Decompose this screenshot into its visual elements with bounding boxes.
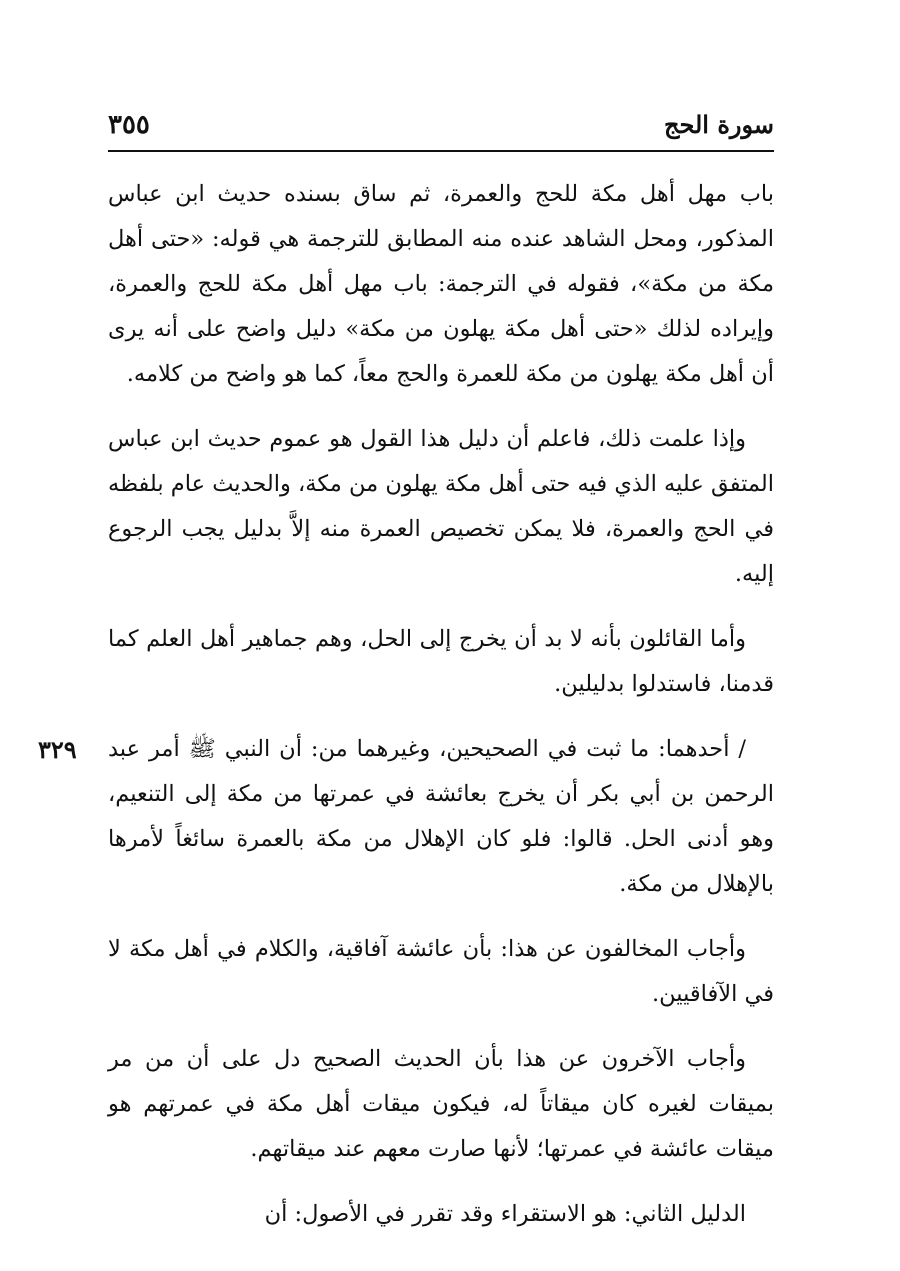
- paragraph: وإذا علمت ذلك، فاعلم أن دليل هذا القول هو عموم حديث ابن عباس المتفق عليه الذي فيه حتى أهل مكة يهلون من مكة، والحديث عام بلفظه في الحج والعمرة، فلا يمكن تخصيص العمرة منه إلاَّ بدليل يجب الرجوع إليه.: [108, 426, 774, 587]
- paragraph: وأما القائلون بأنه لا بد أن يخرج إلى الحل، وهم جماهير أهل العلم كما قدمنا، فاستدلوا بدليلين.: [108, 626, 774, 697]
- paragraph: وأجاب الآخرون عن هذا بأن الحديث الصحيح دل على أن من مر بميقات لغيره كان ميقاتاً له، فيكون ميقات أهل مكة في عمرتهم هو ميقات عائشة في عمرتها؛ لأنها صارت معهم عند ميقاتهم.: [108, 1046, 774, 1162]
- header-rule: [108, 150, 774, 152]
- paragraph: الدليل الثاني: هو الاستقراء وقد تقرر في الأصول: أن: [264, 1201, 746, 1227]
- paragraph-with-margin-ref: [38, 727, 774, 907]
- paragraph: وأجاب المخالفون عن هذا: بأن عائشة آفاقية، والكلام في أهل مكة لا في الآفاقيين.: [108, 936, 774, 1007]
- margin-reference-number: ٣٢٩: [38, 735, 77, 764]
- paragraph: / أحدهما: ما ثبت في الصحيحين، وغيرهما من: أن النبي ﷺ أمر عبد الرحمن بن أبي بكر أن يخرج بعائشة في عمرتها من مكة إلى التنعيم، وهو أدنى الحل. قالوا: فلو كان الإهلال من مكة بالعمرة سائغاً لأمرها بالإهلال من مكة.: [108, 736, 774, 897]
- page-body: [38, 172, 774, 1257]
- page-number: ٣٥٥: [108, 110, 150, 140]
- paragraph: باب مهل أهل مكة للحج والعمرة، ثم ساق بسنده حديث ابن عباس المذكور، ومحل الشاهد عنده منه المطابق للترجمة هي قوله: «حتى أهل مكة من مكة»، فقوله في الترجمة: باب مهل أهل مكة للحج والعمرة، وإيراده لذلك «حتى أهل مكة يهلون من مكة» دليل واضح على أنه يرى أن أهل مكة يهلون من مكة للعمرة والحج معاً، كما هو واضح من كلامه.: [108, 181, 774, 387]
- page-header: [108, 108, 774, 150]
- running-title: سورة الحج: [664, 110, 774, 139]
